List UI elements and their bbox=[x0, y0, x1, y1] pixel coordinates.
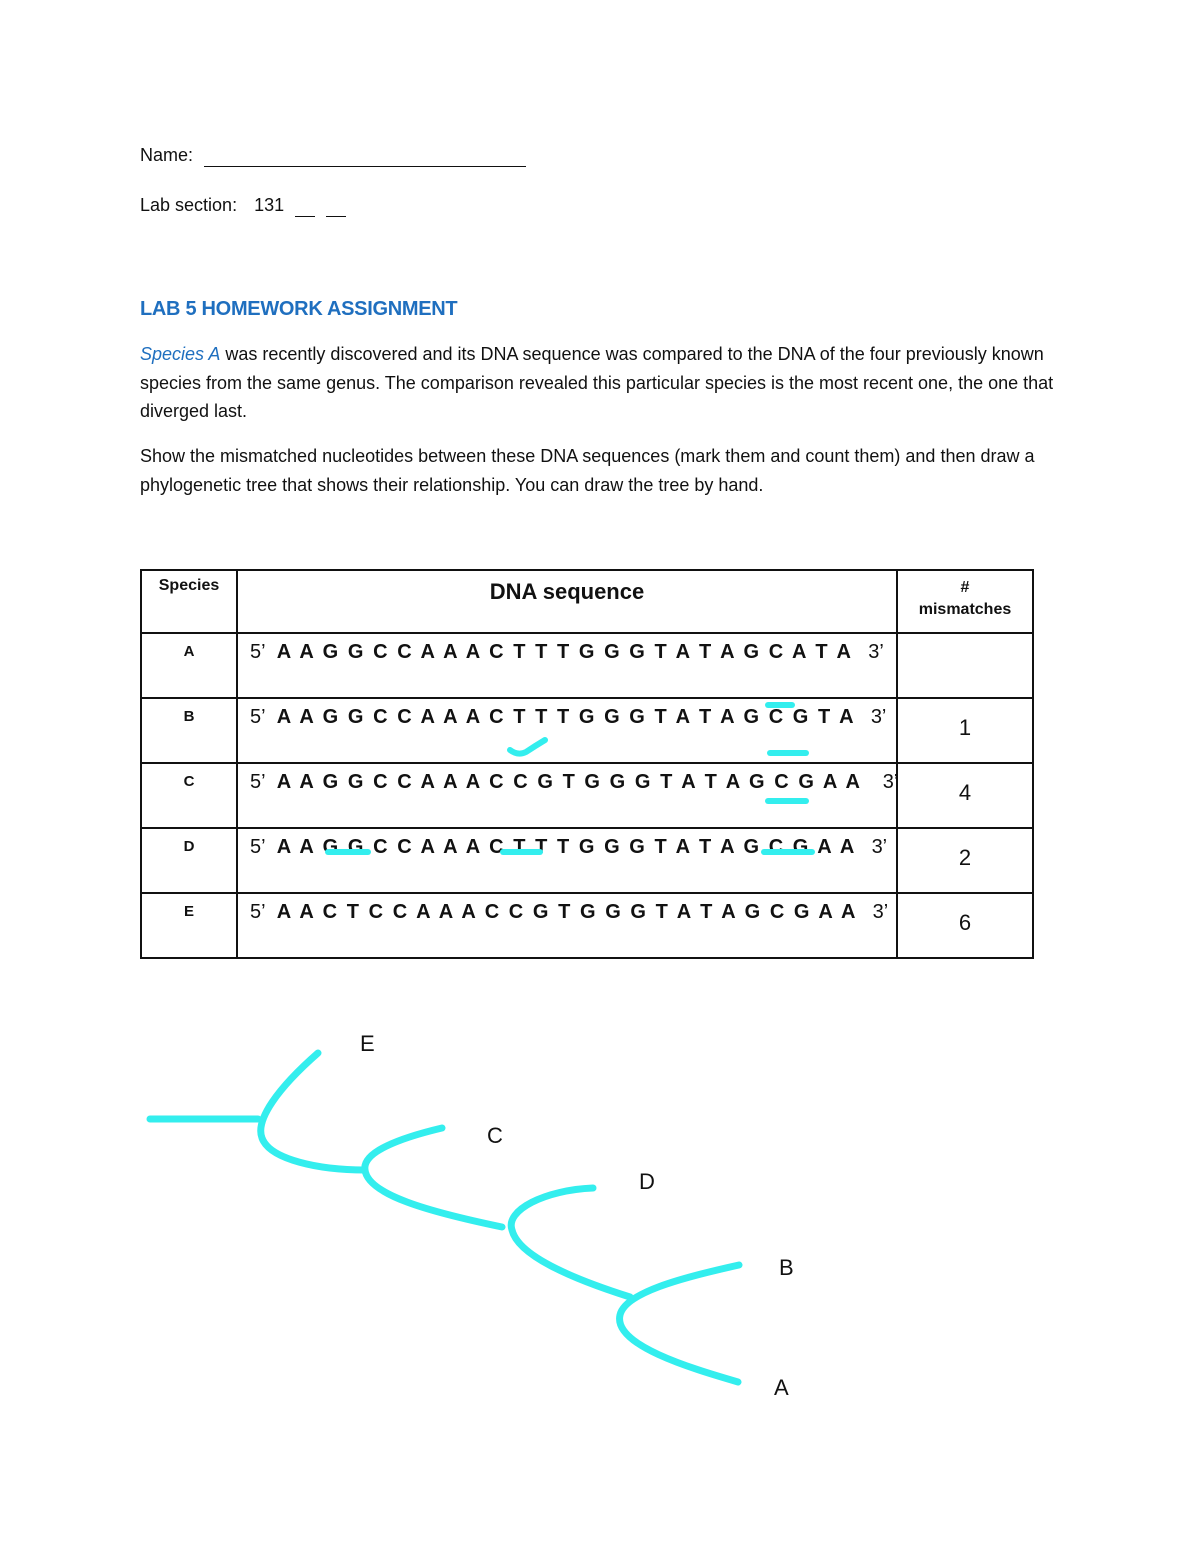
tree-label-b: B bbox=[779, 1255, 794, 1280]
five-prime: 5’ bbox=[250, 706, 266, 728]
sequence-letters: A A G G C C A A A C T T T G G G T A T A G C G T A bbox=[276, 706, 855, 728]
name-label: Name: bbox=[140, 145, 194, 165]
three-prime: 3’ bbox=[870, 706, 887, 728]
header-hash: # bbox=[960, 579, 970, 596]
tree-label-a: A bbox=[774, 1375, 789, 1400]
five-prime: 5’ bbox=[250, 836, 266, 858]
tree-branches bbox=[150, 1053, 739, 1382]
instructions-paragraph: Show the mismatched nucleotides between these DNA sequences (mark them and count them) and then draw a phylogenetic tree that shows their relationship. You can draw the tree by hand. bbox=[140, 446, 1035, 495]
three-prime: 3’ bbox=[868, 641, 884, 663]
sequence-letters: A A G G C C A A A C C G T G G G T A T A G C G A A bbox=[276, 771, 861, 793]
mismatch-count-cell[interactable]: 4 bbox=[897, 763, 1033, 828]
five-prime: 5’ bbox=[250, 641, 266, 663]
header-mismatches-label: mismatches bbox=[918, 601, 1012, 618]
lab-section-prefix: 131 bbox=[254, 195, 285, 215]
lab-section-label: Lab section: bbox=[140, 195, 238, 215]
species-cell: D bbox=[141, 828, 237, 893]
tree-label-c: C bbox=[487, 1123, 503, 1148]
branch-d bbox=[511, 1188, 630, 1297]
five-prime: 5’ bbox=[250, 771, 266, 793]
sequence-letters: A A G G C C A A A C T T T G G G T A T A G C G A A bbox=[276, 836, 855, 858]
three-prime: 3’ bbox=[882, 771, 899, 793]
mismatch-count-cell[interactable]: 1 bbox=[897, 698, 1033, 763]
sequence-letters: A A G G C C A A A C T T T G G G T A T A G C A T A bbox=[276, 641, 852, 663]
intro-text: was recently discovered and its DNA sequence was compared to the DNA of the four previously known species from the same genus. The comparison revealed this particular species is the most recent one, the one that diverged last. bbox=[140, 344, 1054, 421]
species-cell: B bbox=[141, 698, 237, 763]
mismatch-count-cell[interactable]: 2 bbox=[897, 828, 1033, 893]
sequence-letters: A A C T C C A A A C C G T G G G T A T A G C G A A bbox=[276, 901, 856, 923]
species-a-name: Species A bbox=[140, 344, 221, 364]
mismatch-mark-c1 bbox=[510, 740, 545, 754]
tree-label-d: D bbox=[639, 1169, 655, 1194]
species-cell: A bbox=[141, 633, 237, 698]
tree-label-e: E bbox=[360, 1031, 375, 1056]
branch-b bbox=[620, 1265, 739, 1382]
branch-c bbox=[365, 1128, 502, 1227]
species-cell: E bbox=[141, 893, 237, 958]
mismatch-count-cell[interactable]: 6 bbox=[897, 893, 1033, 958]
five-prime: 5’ bbox=[250, 901, 266, 923]
header-dna-sequence: DNA sequence bbox=[237, 570, 897, 633]
mismatch-marks bbox=[328, 705, 812, 852]
species-cell: C bbox=[141, 763, 237, 828]
branch-e bbox=[261, 1053, 365, 1170]
assignment-title: LAB 5 HOMEWORK ASSIGNMENT bbox=[140, 298, 458, 320]
three-prime: 3’ bbox=[871, 836, 888, 858]
header-species: Species bbox=[141, 570, 237, 633]
three-prime: 3’ bbox=[872, 901, 889, 923]
